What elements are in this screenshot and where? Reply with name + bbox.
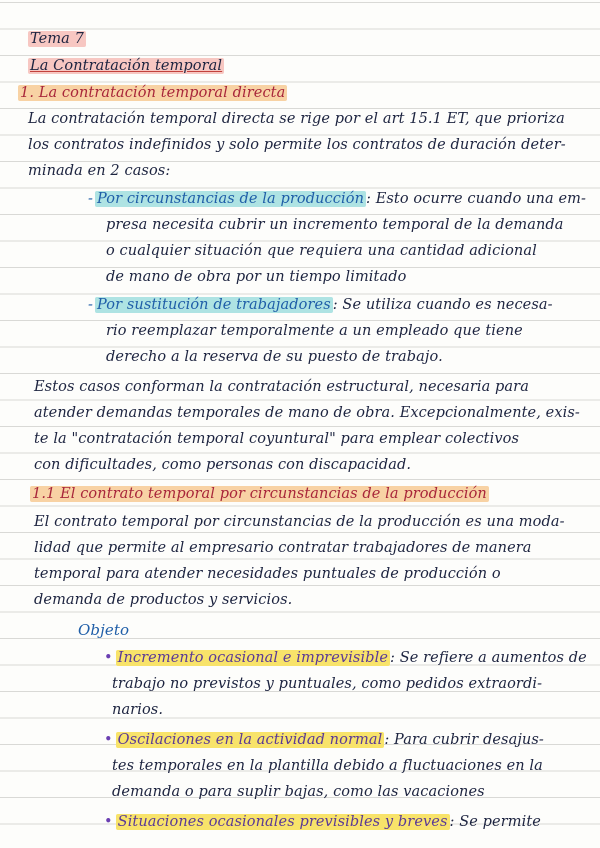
objeto-item-oscilaciones [104, 730, 544, 750]
section-1-heading-text: 1. La contratación temporal directa [20, 85, 286, 101]
dash-bullet-icon: - [88, 297, 93, 313]
dash-bullet-icon: - [88, 191, 93, 207]
bullet-continuation: o cualquier situación que requiera una cantidad adicional [106, 243, 537, 259]
objeto-term: Situaciones ocasionales previsibles y breves [117, 814, 448, 830]
bullet-continuation: presa necesita cubrir un incremento temporal de la demanda [106, 217, 564, 233]
objeto-term: Oscilaciones en la actividad normal [117, 732, 383, 748]
intro-line: La contratación temporal directa se rige por el art 15.1 ET, que prioriza [28, 111, 565, 127]
bullet-term: Por circunstancias de la producción [97, 191, 365, 207]
bullet-text: : Esto ocurre cuando una em- [366, 191, 586, 207]
objeto-continuation: narios. [112, 702, 164, 718]
bullet-item-produccion [88, 189, 586, 209]
section-1-1-heading [30, 484, 489, 504]
bullet-continuation: rio reemplazar temporalmente a un empleado que tiene [106, 323, 523, 339]
objeto-continuation: tes temporales en la plantilla debido a fluctuaciones en la [112, 758, 543, 774]
bullet-item-sustitucion [88, 295, 553, 315]
dot-bullet-icon: • [104, 732, 113, 748]
dot-bullet-icon: • [104, 650, 113, 666]
closing-line: con dificultades, como personas con discapacidad. [34, 457, 412, 473]
section-1-1-heading-text: 1.1 El contrato temporal por circunstancias de la producción [32, 486, 487, 502]
closing-line: te la "contratación temporal coyuntural" para emplear colectivos [34, 431, 519, 447]
body-line: El contrato temporal por circunstancias de la producción es una moda- [34, 514, 565, 530]
body-line: temporal para atender necesidades puntuales de producción o [34, 566, 501, 582]
objeto-item-situaciones [104, 812, 541, 832]
objeto-continuation: trabajo no previstos y puntuales, como pedidos extraordi- [112, 676, 543, 692]
body-line: demanda de productos y servicios. [34, 592, 293, 608]
closing-line: Estos casos conforman la contratación estructural, necesaria para [34, 379, 529, 395]
bullet-text: : Se utiliza cuando es necesa- [332, 297, 553, 313]
dot-bullet-icon: • [104, 814, 113, 830]
bullet-continuation: de mano de obra por un tiempo limitado [106, 269, 407, 285]
intro-line: minada en 2 casos: [28, 163, 171, 179]
body-line: lidad que permite al empresario contratar trabajadores de manera [34, 540, 532, 556]
title-text: Tema 7 [30, 31, 84, 47]
bullet-continuation: derecho a la reserva de su puesto de trabajo. [106, 349, 443, 365]
objeto-term: Incremento ocasional e imprevisible [117, 650, 389, 666]
objeto-item-incremento [104, 648, 587, 668]
objeto-text: : Se refiere a aumentos de [390, 650, 587, 666]
bullet-term: Por sustitución de trabajadores [97, 297, 331, 313]
page-title [28, 29, 86, 49]
subtitle-text: La Contratación temporal [30, 58, 223, 74]
objeto-label: Objeto [78, 621, 130, 639]
page-subtitle [28, 56, 224, 76]
intro-line: los contratos indefinidos y solo permite los contratos de duración deter- [28, 137, 566, 153]
objeto-text: : Se permite [449, 814, 541, 830]
objeto-continuation: demanda o para suplir bajas, como las vacaciones [112, 784, 485, 800]
section-1-heading [18, 83, 287, 103]
closing-line: atender demandas temporales de mano de obra. Excepcionalmente, exis- [34, 405, 580, 421]
objeto-text: : Para cubrir desajus- [384, 732, 544, 748]
